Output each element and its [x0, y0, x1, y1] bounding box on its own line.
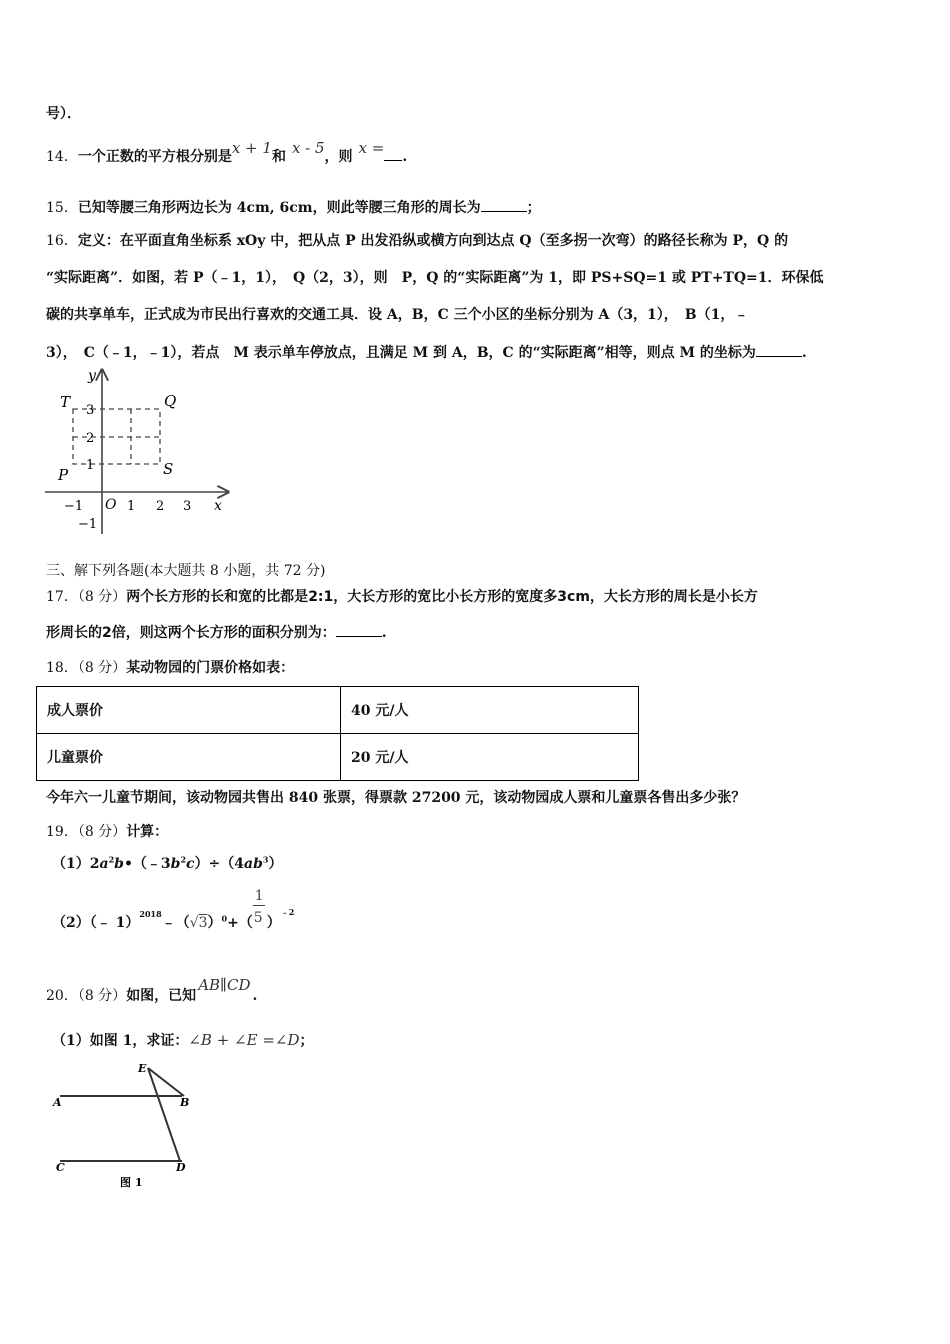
q19-score: （8 分） [77, 824, 127, 840]
q19-text: 计算： [126, 824, 169, 840]
origin-label: O [105, 497, 117, 513]
label-C: C [56, 1161, 65, 1174]
q20-part-1-label: （1）如图 1，求证： [52, 1033, 189, 1049]
q15-end: ； [526, 200, 541, 216]
question-17-line-2 [46, 622, 387, 642]
q20-end: . [252, 988, 258, 1004]
ticket-price-table [36, 686, 639, 781]
y-tick-1: 1 [86, 458, 95, 473]
label-E: E [138, 1062, 147, 1075]
q16-number: 16． [46, 233, 78, 249]
q17-times: 2 [102, 625, 112, 641]
question-18 [46, 657, 294, 677]
q17-text-2b: 倍，则这两个长方形的面积分别为： [111, 625, 336, 641]
y-tick-3: 3 [86, 403, 95, 418]
question-14 [46, 139, 408, 166]
q14-answer-blank[interactable] [384, 148, 402, 161]
q17-end: . [381, 625, 387, 641]
q17-ratio: 2:1 [308, 589, 334, 605]
q13-tail: 号）． [46, 106, 81, 122]
q20-score: （8 分） [77, 988, 127, 1004]
q17-text-2a: 形周长的 [46, 625, 102, 641]
q19-part-2-label: （2） [52, 915, 90, 931]
y-tick-2: 2 [86, 431, 95, 446]
q15-number: 15． [46, 200, 78, 216]
coordinate-figure [40, 362, 240, 542]
point-P-label: P [58, 466, 69, 484]
question-19 [46, 821, 168, 841]
q18-number: 18． [46, 660, 78, 676]
q15-text: 已知等腰三角形两边长为 4cm, 6cm，则此等腰三角形的周长为 [77, 200, 481, 216]
q15-answer-blank[interactable] [481, 199, 527, 212]
q19-part-1-label: （1） [52, 856, 90, 872]
table-cell: 儿童票价 [37, 734, 341, 781]
x-tick-neg1: −1 [64, 499, 84, 514]
q18-score: （8 分） [77, 660, 127, 676]
table-cell: 成人票价 [37, 687, 341, 734]
q14-and: 和 [271, 149, 286, 165]
label-D: D [176, 1161, 186, 1174]
q17-number: 17． [46, 589, 78, 605]
q16-answer-blank[interactable] [756, 344, 802, 357]
point-T-label: T [60, 393, 71, 411]
question-18-body: 今年六一儿童节期间，该动物园共售出 840 张票，得票款 27200 元，该动物园成人票和儿童票各售出多少张？ [46, 790, 746, 806]
table-cell: 20 元/人 [341, 734, 639, 781]
q14-then: ，则 [324, 149, 353, 165]
point-S-label: S [163, 460, 174, 478]
question-16-line-4 [46, 342, 807, 362]
q17-text-1a: 两个长方形的长和宽的比都是 [126, 589, 309, 605]
question-20 [46, 976, 258, 1005]
q16-end: . [801, 345, 807, 361]
question-15 [46, 197, 541, 217]
label-B: B [180, 1096, 190, 1109]
point-Q-label: Q [164, 392, 177, 410]
q14-number: 14． [46, 149, 78, 165]
question-17-line-1 [46, 586, 758, 606]
table-row [37, 734, 639, 781]
q17-score: （8 分） [77, 589, 127, 605]
section-3-heading: 三、解下列各题(本大题共 8 小题，共 72 分) [46, 563, 326, 579]
x-axis-label: x [214, 498, 222, 514]
y-tick-neg1: −1 [78, 517, 98, 532]
q14-expr3: x = [358, 139, 385, 157]
q14-expr2: x - 5 [291, 139, 325, 157]
q17-text-1b: ，大长方形的宽比小长方形的宽度多 [333, 589, 558, 605]
x-tick-1: 1 [127, 499, 136, 514]
q14-expr1: x + 1 [231, 139, 272, 157]
x-tick-3: 3 [183, 499, 192, 514]
q20-part-1-end: ； [299, 1033, 314, 1049]
table-row [37, 687, 639, 734]
q20-text: 如图，已知 [126, 988, 197, 1004]
q17-answer-blank[interactable] [336, 624, 382, 637]
q20-number: 20． [46, 988, 78, 1004]
q20-expr: AB∥CD [198, 976, 251, 994]
q18-text: 某动物园的门票价格如表： [126, 660, 295, 676]
x-tick-2: 2 [156, 499, 165, 514]
table-cell: 40 元/人 [341, 687, 639, 734]
q16-text-line-1: 定义：在平面直角坐标系 xOy 中，把从点 P 出发沿纵或横方向到达点 Q（至多拐一次弯）的路径长称为 P，Q 的 [77, 233, 789, 249]
label-A: A [53, 1096, 62, 1109]
segment-ED [148, 1068, 180, 1161]
q20-part-1 [52, 1030, 314, 1050]
q20-part-1-expr: ∠B + ∠E =∠D [188, 1031, 300, 1049]
question-16-line-3: 碳的共享单车，正式成为市民出行喜欢的交通工具．设 A，B，C 三个小区的坐标分别为 A（3，1）， B（1，﹣ [46, 307, 749, 323]
q16-text-line-4: 3）， C（﹣1，﹣1），若点 M 表示单车停放点，且满足 M 到 A，B，C 的“实际距离”相等，则点 M 的坐标为 [46, 345, 756, 361]
q19-part-2: （2）（﹣ $1)^{2018}﹣(√3)^0+$（ $\frac{1}{5}$ ）$^{﹣2}$ [52, 888, 295, 931]
y-axis-label: y [88, 368, 96, 384]
q19-number: 19． [46, 824, 78, 840]
q14-text: 一个正数的平方根分别是 [77, 149, 232, 165]
figure-caption: 图 1 [120, 1176, 143, 1189]
q14-end: . [402, 149, 408, 165]
q19-part-1: $(1)2a^2b•(﹣3b^2c)\div(4ab^3)$ [52, 854, 283, 872]
q17-text-1c: ，大长方形的周长是小长方 [589, 589, 758, 605]
parallel-lines-figure [50, 1058, 210, 1198]
question-16-line-1 [46, 230, 788, 250]
q17-diff: 3cm [557, 589, 590, 605]
question-16-line-2: “实际距离”．如图，若 P（﹣1，1）， Q（2，3），则 P，Q 的“实际距离”为 1，即 PS+SQ=1 或 PT+TQ=1．环保低 [46, 270, 824, 286]
